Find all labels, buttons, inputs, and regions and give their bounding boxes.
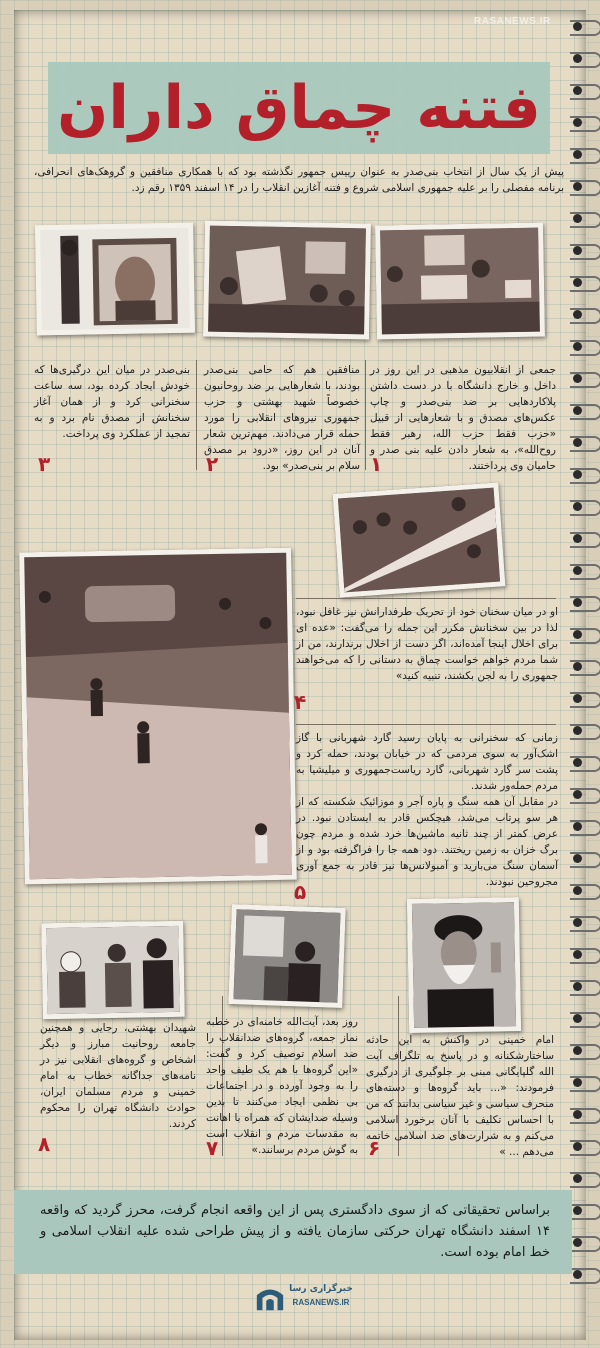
notebook-hole xyxy=(573,694,582,703)
notebook-hole xyxy=(573,182,582,191)
notebook-hole xyxy=(573,1014,582,1023)
notebook-hole xyxy=(573,214,582,223)
imam-khomeini-image xyxy=(412,902,516,1028)
photo-3-banisadr-portrait xyxy=(35,223,195,336)
notebook-hole xyxy=(573,822,582,831)
notebook-hole xyxy=(573,54,582,63)
notebook-hole xyxy=(573,22,582,31)
section-1-text: جمعی از انقلابیون مذهبی در این روز در داخل و خارج دانشگاه با در دست داشتن پلاکاردهایی بر ضد بنی‌صدر و چاپ عکس‌های مصدق و با شعارهایی از قبیل «حزب فقط حزب الله، رهبر فقط روح‌الله»، به شعار دادن علیه بنی صدر و حامیان وی پرداختند. xyxy=(370,364,556,472)
notebook-hole xyxy=(573,918,582,927)
street-clash-image xyxy=(24,553,292,880)
conclusion-text: براساس تحقیقاتی که از سوی دادگستری پس از این واقعه انجام گرفت، محرز گردید که واقعه ۱۴ اسفند دانشگاه تهران حرکتی سازمان یافته و از پیش طراحی شده علیه انقلاب اسلامی و خط امام بوده است. xyxy=(40,1203,550,1260)
notebook-hole xyxy=(573,1110,582,1119)
logo-url: RASANEWS.IR xyxy=(292,1298,350,1307)
notebook-hole xyxy=(573,1078,582,1087)
notebook-hole xyxy=(573,1142,582,1151)
section-7-text: روز بعد، آیت‌الله خامنه‌ای در خطبه نماز جمعه، گروه‌های ضدانقلاب را ضد اسلام توصیف کرد و گفت: «این گروه‌ها با هم یک طیف واحد را به وجود آورده و در اجتماعات بی نظمی ایجاد می‌کنند تا بدین وسیله صدایشان که همراه با اهانت به مقدسات مردم و انقلاب است به گوش مردم برسانند.» xyxy=(206,1016,358,1156)
section-3-text: بنی‌صدر در میان این درگیری‌ها که خودش ایجاد کرده بود، سه ساعت سخنرانی کرد و از همان آغاز سخنانش از مصدق نام برد و به تمجید از عملکرد وی پرداخت. xyxy=(34,364,190,440)
photo-5-street-clash xyxy=(19,548,297,885)
section-6-text: امام خمینی در واکنش به این حادثه ساختارشکنانه و در پاسخ به تلگراف آیت الله گلپایگانی مبنی بر جلوگیری از درگیری فرمودند: «... باید گروه‌ها و دسته‌های منحرف سیاسی و غیر سیاسی بدانند که من با احساس تکلیف با آنان برخورد اسلامی می‌کنم و به شرارت‌های ضد اسلامی خاتمه می‌دهم ... » xyxy=(366,1034,554,1158)
section-4-text: او در میان سخنان خود از تحریک طرفدارانش نیز غافل نبود، لذا در بین سخنانش مکرر این جمله را می‌گفت: «عده ای برای اخلال اینجا آمده‌اند، اگر دست از اخلال برندارند، من از شما مردم خواهم خواست چماق به دستانی را که می‌خواهند جمهوری را به لجن بکشند، تنبیه کنید» xyxy=(296,606,558,682)
photo-7-friday-prayer xyxy=(228,904,345,1008)
logo-name: خبرگزاری رسا xyxy=(289,1284,353,1294)
divider xyxy=(296,598,556,599)
notebook-hole xyxy=(573,598,582,607)
meeting-image xyxy=(46,926,179,1014)
notebook-hole xyxy=(573,1238,582,1247)
placards-image xyxy=(208,226,366,335)
rasa-logo-icon xyxy=(254,1282,286,1314)
notebook-hole xyxy=(573,406,582,415)
notebook-hole xyxy=(573,118,582,127)
photo-2-placards xyxy=(203,221,371,340)
notebook-hole xyxy=(573,246,582,255)
friday-prayer-image xyxy=(233,909,340,1003)
notebook-hole xyxy=(573,886,582,895)
section-6-number: ۶ xyxy=(368,1136,381,1160)
notebook-hole xyxy=(573,758,582,767)
notebook-hole xyxy=(573,1046,582,1055)
notebook-hole xyxy=(573,982,582,991)
notebook-hole xyxy=(573,86,582,95)
intro-text: پیش از یک سال از انتخاب بنی‌صدر به عنوان رییس جمهور نگذشته بود که با همکاری منافقین و گروهک‌های انحرافی، برنامه مفصلی را بر علیه جمهوری اسلامی شروع و فتنه آغازین انقلاب را در ۱۴ اسفند ۱۳۵۹ رقم زد. xyxy=(34,166,564,194)
section-5-text: زمانی که سخنرانی به پایان رسید گارد شهربانی با گاز اشک‌آور به سوی مردمی که در خیابان بودند، حمله کرد و پشت سر گارد شهربانی، گارد ریاست‌جمهوری و میلیشیا به مردم حمله‌ور شدند. در مقابل آن همه سنگ و پاره آجر و موزائیک شکسته که از هر سو پرتاب می‌شد، هیچکس قادر به ایستادن نبود. در عرض کمتر از چند ثانیه ماشین‌ها خرد شده و مردم چون برگ خزان به زمین ریختند. دود همه جا را فراگرفته بود و از آسمان سنگ می‌بارید و آمبولانس‌ها نیز قادر به جمع آوری مجروحین نبودند. xyxy=(296,732,558,888)
notebook-hole xyxy=(573,1174,582,1183)
divider xyxy=(296,724,556,725)
notebook-hole xyxy=(573,726,582,735)
section-3-number: ۳ xyxy=(38,452,51,476)
section-4-number: ۴ xyxy=(294,690,307,714)
notebook-hole xyxy=(573,566,582,575)
photo-8-meeting xyxy=(41,921,185,1019)
notebook-hole xyxy=(573,1206,582,1215)
divider xyxy=(365,360,366,470)
notebook-hole xyxy=(573,150,582,159)
notebook-hole xyxy=(573,854,582,863)
section-1-number: ۱ xyxy=(370,452,383,476)
photo-6-imam-khomeini xyxy=(407,897,521,1033)
notebook-hole xyxy=(573,374,582,383)
watermark: RASANEWS.IR xyxy=(474,16,551,27)
notebook-hole xyxy=(573,790,582,799)
notebook-hole xyxy=(573,342,582,351)
notebook-hole xyxy=(573,534,582,543)
notebook-hole xyxy=(573,278,582,287)
page-title: فتنه چماق داران xyxy=(57,73,541,143)
notebook-hole xyxy=(573,630,582,639)
notebook-hole xyxy=(573,502,582,511)
section-7-number: ۷ xyxy=(206,1136,219,1160)
demonstrators-image xyxy=(380,228,540,335)
photo-4-crowd xyxy=(333,482,506,597)
section-2-number: ۲ xyxy=(206,452,219,476)
section-2-text: منافقین هم که حامی بنی‌صدر بودند، با شعارهایی بر ضد روحانیون خصوصاً شهید بهشتی و حزب جمهوری نیروهای انقلابی را مورد حمله قرار می‌دادند. مهم‌ترین شعار آنان در این روز، «درود بر مصدق سلام بر بنی‌صدر» بود. xyxy=(204,364,360,472)
portrait-image xyxy=(40,228,190,331)
notebook-hole xyxy=(573,470,582,479)
divider xyxy=(196,360,197,470)
notebook-rings xyxy=(566,20,600,1320)
notebook-hole xyxy=(573,310,582,319)
notebook-hole xyxy=(573,950,582,959)
notebook-hole xyxy=(573,1270,582,1279)
crowd-image xyxy=(338,488,500,593)
photo-1-demonstrators xyxy=(375,223,545,340)
notebook-hole xyxy=(573,662,582,671)
logo xyxy=(254,1282,354,1318)
section-8-number: ۸ xyxy=(38,1132,51,1156)
section-5-number: ۵ xyxy=(294,880,307,904)
section-8-text: شهیدان بهشتی، رجایی و همچنین جامعه روحانیت مبارز و دیگر اشخاص و گروه‌های انقلابی نیز در نامه‌های جداگانه خطاب به امام خمینی و مردم مسلمان ایران، حوادث دانشگاه تهران را محکوم کردند. xyxy=(40,1022,196,1130)
notebook-hole xyxy=(573,438,582,447)
